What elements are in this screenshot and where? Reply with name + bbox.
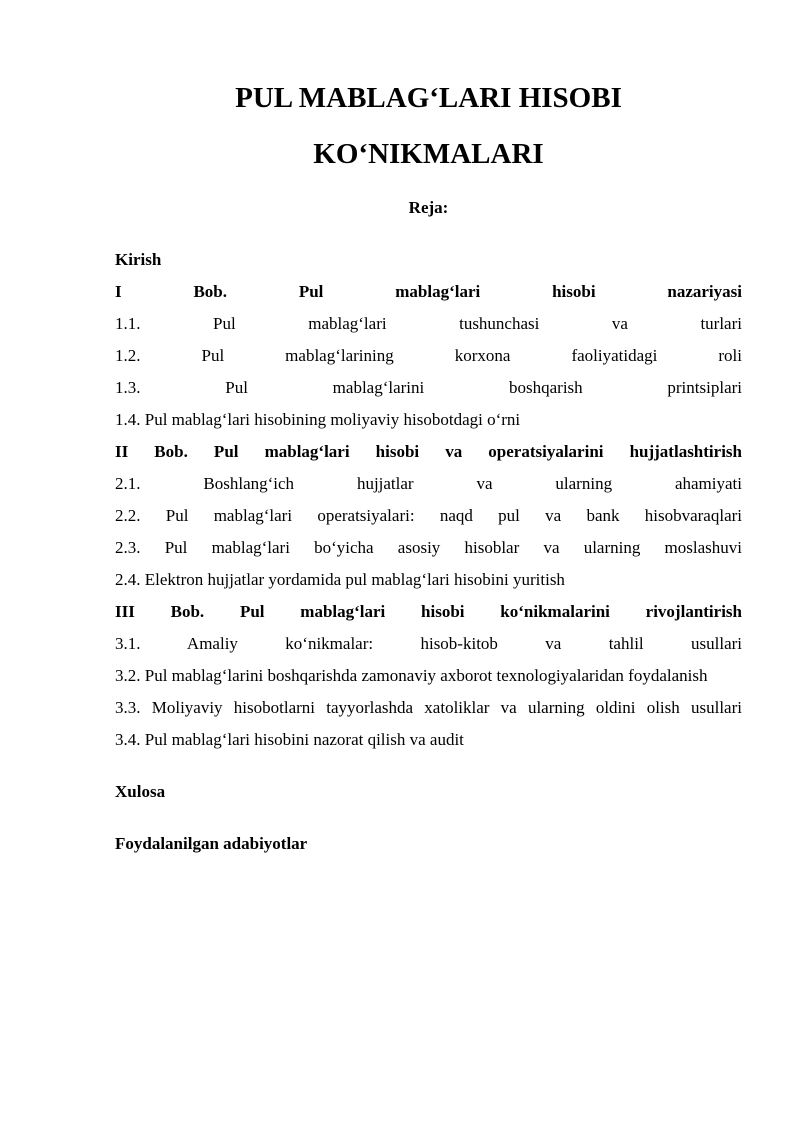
section-1-4: 1.4. Pul mablag‘lari hisobining moliyaviy hisobotdagi o‘rni [115,410,521,429]
section-3-3: 3.3. Moliyaviy hisobotlarni tayyorlashda xatoliklar va ularning oldini olish usullari [115,698,742,717]
section-3-1: 3.1. Amaliy ko‘nikmalar: hisob-kitob va tahlil usullari [115,634,742,653]
section-2-2: 2.2. Pul mablag‘lari operatsiyalari: naqd pul va bank hisobvaraqlari [115,506,742,525]
chapter-3-heading: III Bob. Pul mablag‘lari hisobi ko‘nikmalarini rivojlantirish [115,602,742,621]
chapter-1-heading: I Bob. Pul mablag‘lari hisobi nazariyasi [115,282,742,301]
section-3-4: 3.4. Pul mablag‘lari hisobini nazorat qilish va audit [115,730,464,749]
chapter-2-heading: II Bob. Pul mablag‘lari hisobi va operatsiyalarini hujjatlashtirish [115,442,742,461]
references-heading: Foydalanilgan adabiyotlar [115,834,308,853]
section-1-1: 1.1. Pul mablag‘lari tushunchasi va turlari [115,314,742,333]
section-1-3: 1.3. Pul mablag‘larini boshqarish printsiplari [115,378,742,397]
document-title-line-1: PUL MABLAG‘LARI HISOBI [235,82,622,114]
intro-heading: Kirish [115,250,162,269]
section-3-2: 3.2. Pul mablag‘larini boshqarishda zamonaviy axborot texnologiyalaridan foydalanish [115,666,708,685]
document-title-line-2: KO‘NIKMALARI [313,138,544,170]
section-2-1: 2.1. Boshlang‘ich hujjatlar va ularning ahamiyati [115,474,742,493]
plan-label: Reja: [408,198,449,217]
conclusion-heading: Xulosa [115,782,166,801]
section-2-3: 2.3. Pul mablag‘lari bo‘yicha asosiy hisoblar va ularning moslashuvi [115,538,742,557]
section-2-4: 2.4. Elektron hujjatlar yordamida pul mablag‘lari hisobini yuritish [115,570,565,589]
section-1-2: 1.2. Pul mablag‘larining korxona faoliyatidagi roli [115,346,742,365]
